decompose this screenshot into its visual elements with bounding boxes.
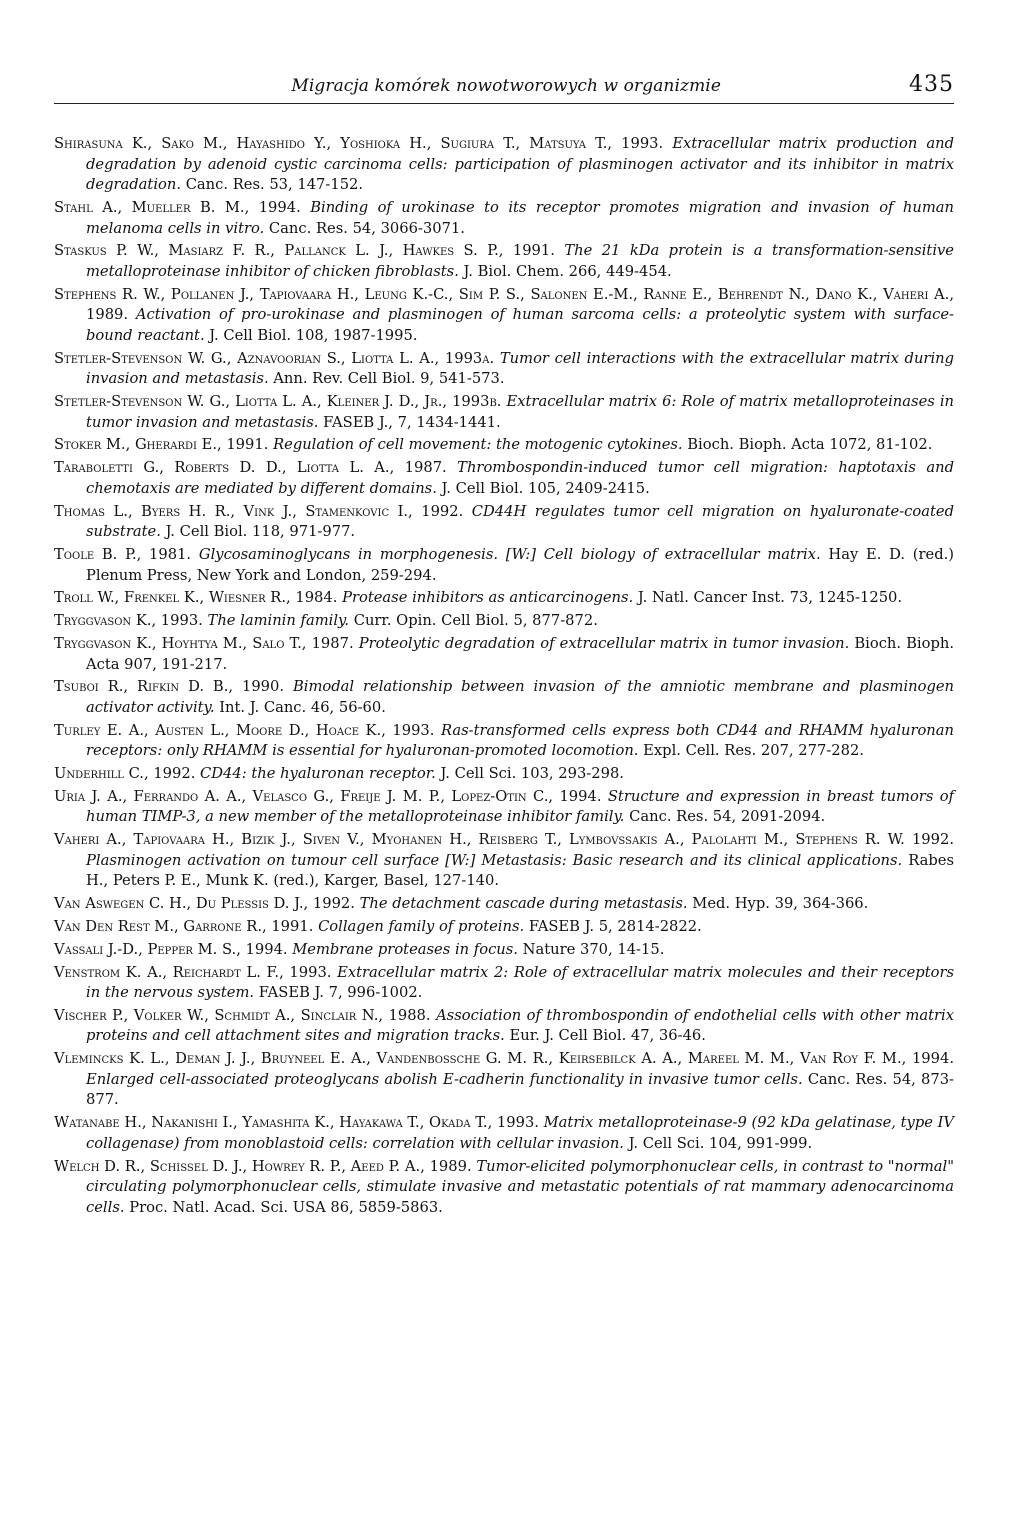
reference-authors: Thomas L., Byers H. R., Vink J., Stamenkovic I., 1992. bbox=[54, 502, 464, 520]
reference-title: Association of thrombospondin of endothelial cells with other matrix proteins and cell attachment sites and migration tracks. bbox=[86, 1006, 955, 1045]
reference-title: Membrane proteases in focus. bbox=[292, 940, 518, 958]
reference-entry bbox=[54, 198, 954, 239]
reference-entry bbox=[54, 545, 954, 586]
running-title: Migracja komórek nowotworowych w organizmie bbox=[291, 76, 721, 96]
reference-authors: Underhill C., 1992. bbox=[54, 765, 196, 783]
reference-authors: Vassali J.-D., Pepper M. S., 1994. bbox=[54, 940, 288, 958]
reference-source: J. Cell Sci. 104, 991-999. bbox=[628, 1134, 813, 1152]
reference-source: Nature 370, 14-15. bbox=[522, 940, 665, 958]
reference-entry bbox=[54, 435, 954, 456]
reference-entry bbox=[54, 349, 954, 390]
reference-source: Eur. J. Cell Biol. 47, 36-46. bbox=[509, 1027, 706, 1045]
reference-entry bbox=[54, 1006, 954, 1047]
reference-source: Hay E. D. (red.) Plenum Press, New York and London, 259-294. bbox=[86, 545, 955, 584]
reference-source: J. Natl. Cancer Inst. 73, 1245-1250. bbox=[637, 589, 903, 607]
reference-title: Tumor cell interactions with the extracellular matrix during invasion and metastasis. bbox=[86, 349, 955, 388]
reference-source: Bioch. Bioph. Acta 1072, 81-102. bbox=[687, 436, 933, 454]
reference-entry bbox=[54, 502, 954, 543]
reference-title: Enlarged cell-associated proteoglycans abolish E-cadherin functionality in invasive tumor cells. bbox=[86, 1070, 803, 1088]
reference-title: Extracellular matrix 6: Role of matrix metalloproteinases in tumor invasion and metastasis. bbox=[86, 393, 954, 431]
running-header bbox=[54, 72, 954, 104]
reference-entry bbox=[54, 634, 954, 675]
reference-title: Structure and expression in breast tumors of human TIMP-3, a new member of the metalloproteinase inhibitor family. bbox=[86, 787, 954, 826]
reference-authors: Stephens R. W., Pollanen J., Tapiovaara H., Leung K.-C., Sim P. S., Salonen E.-M., Ranne E., Behrendt N., Dano K., Vaheri A., 1989. bbox=[54, 285, 954, 324]
reference-source: Int. J. Canc. 46, 56-60. bbox=[219, 698, 386, 716]
reference-title: Proteolytic degradation of extracellular matrix in tumor invasion. bbox=[358, 634, 850, 652]
reference-source: Canc. Res. 54, 873-877. bbox=[86, 1070, 955, 1109]
reference-entry bbox=[54, 721, 954, 762]
reference-source: FASEB J., 7, 1434-1441. bbox=[323, 413, 501, 431]
reference-title: The 21 kDa protein is a transformation-sensitive metalloproteinase inhibitor of chicken fibroblasts. bbox=[86, 242, 955, 280]
reference-authors: Turley E. A., Austen L., Moore D., Hoace K., 1993. bbox=[54, 721, 435, 739]
reference-entry bbox=[54, 1113, 954, 1154]
reference-authors: Stahl A., Mueller B. M., 1994. bbox=[54, 198, 301, 216]
reference-title: Extracellular matrix production and degradation by adenoid cystic carcinoma cells: participation of plasminogen activator and its inhibitor in matrix degradation. bbox=[86, 135, 954, 194]
reference-entry bbox=[54, 830, 954, 892]
reference-title: Protease inhibitors as anticarcinogens. bbox=[342, 589, 634, 607]
reference-entry bbox=[54, 764, 954, 785]
reference-authors: Van Aswegen C. H., Du Plessis D. J., 1992. bbox=[54, 895, 355, 913]
reference-title: Activation of pro-urokinase and plasminogen of human sarcoma cells: a proteolytic system with surface-bound reactant. bbox=[86, 306, 954, 344]
reference-source: J. Cell Biol. 108, 1987-1995. bbox=[209, 326, 418, 344]
reference-entry bbox=[54, 963, 954, 1004]
reference-entry bbox=[54, 1049, 954, 1111]
reference-authors: Uria J. A., Ferrando A. A., Velasco G., Freije J. M. P., Lopez-Otin C., 1994. bbox=[54, 787, 602, 805]
reference-title: Extracellular matrix 2: Role of extracellular matrix molecules and their receptors in the nervous system. bbox=[86, 963, 954, 1002]
reference-entry bbox=[54, 588, 954, 609]
reference-entry bbox=[54, 611, 954, 632]
reference-title: Regulation of cell movement: the motogenic cytokines. bbox=[273, 436, 683, 454]
reference-title: Collagen family of proteins. bbox=[318, 917, 525, 935]
reference-authors: Staskus P. W., Masiarz F. R., Pallanck L. J., Hawkes S. P., 1991. bbox=[54, 242, 555, 260]
reference-authors: Stoker M., Gherardi E., 1991. bbox=[54, 436, 269, 454]
reference-authors: Stetler-Stevenson W. G., Liotta L. A., Kleiner J. D., Jr., 1993b. bbox=[54, 393, 502, 411]
reference-list bbox=[54, 134, 954, 1218]
reference-authors: Toole B. P., 1981. bbox=[54, 545, 192, 563]
reference-title: CD44H regulates tumor cell migration on hyaluronate-coated substrate. bbox=[86, 502, 954, 541]
reference-source: FASEB J. 5, 2814-2822. bbox=[528, 917, 702, 935]
reference-title: Ras-transformed cells express both CD44 and RHAMM hyaluronan receptors: only RHAMM is essential for hyaluronan-promoted locomotion. bbox=[86, 721, 954, 760]
reference-authors: Vlemincks K. L., Deman J. J., Bruyneel E. A., Vandenbossche G. M. R., Keirsebilck A. A., Mareel M. M., Van Roy F. M., 1994. bbox=[54, 1050, 954, 1068]
reference-authors: Taraboletti G., Roberts D. D., Liotta L. A., 1987. bbox=[54, 459, 447, 477]
reference-source: Curr. Opin. Cell Biol. 5, 877-872. bbox=[353, 612, 598, 630]
reference-entry bbox=[54, 917, 954, 938]
reference-entry bbox=[54, 894, 954, 915]
reference-authors: Watanabe H., Nakanishi I., Yamashita K., Hayakawa T., Okada T., 1993. bbox=[54, 1114, 539, 1132]
reference-authors: Shirasuna K., Sako M., Hayashido Y., Yoshioka H., Sugiura T., Matsuya T., 1993. bbox=[54, 135, 664, 152]
reference-source: Ann. Rev. Cell Biol. 9, 541-573. bbox=[273, 370, 505, 388]
reference-source: Canc. Res. 54, 2091-2094. bbox=[629, 808, 826, 826]
reference-entry bbox=[54, 241, 954, 282]
reference-title: CD44: the hyaluronan receptor. bbox=[200, 765, 436, 783]
reference-source: Rabes H., Peters P. E., Munk K. (red.), Karger, Basel, 127-140. bbox=[86, 851, 954, 890]
page-number: 435 bbox=[909, 72, 954, 97]
reference-title: The laminin family. bbox=[207, 612, 350, 630]
reference-entry bbox=[54, 134, 954, 196]
reference-title: Matrix metalloproteinase-9 (92 kDa gelatinase, type IV collagenase) from monoblastoid cells: correlation with cellular invasion. bbox=[86, 1114, 954, 1152]
reference-title: Binding of urokinase to its receptor promotes migration and invasion of human melanoma cells in vitro. bbox=[86, 198, 954, 237]
reference-source: Canc. Res. 53, 147-152. bbox=[185, 176, 364, 194]
reference-title: Thrombospondin-induced tumor cell migration: haptotaxis and chemotaxis are mediated by different domains. bbox=[86, 459, 955, 497]
reference-source: Expl. Cell. Res. 207, 277-282. bbox=[643, 742, 864, 760]
reference-entry bbox=[54, 458, 954, 499]
reference-source: J. Biol. Chem. 266, 449-454. bbox=[463, 262, 672, 280]
reference-title: The detachment cascade during metastasis. bbox=[359, 895, 688, 913]
reference-source: J. Cell Biol. 118, 971-977. bbox=[165, 523, 356, 541]
reference-authors: Van Den Rest M., Garrone R., 1991. bbox=[54, 917, 314, 935]
reference-title: Plasminogen activation on tumour cell surface [W:] Metastasis: Basic research and its clinical applications. bbox=[86, 851, 903, 869]
reference-source: J. Cell Biol. 105, 2409-2415. bbox=[441, 479, 650, 497]
reference-title: Glycosaminoglycans in morphogenesis. [W:] Cell biology of extracellular matrix. bbox=[198, 545, 821, 563]
reference-source: J. Cell Sci. 103, 293-298. bbox=[440, 765, 624, 783]
reference-source: Bioch. Bioph. Acta 907, 191-217. bbox=[86, 634, 955, 673]
reference-authors: Tryggvason K., Hoyhtya M., Salo T., 1987. bbox=[54, 634, 354, 652]
reference-entry bbox=[54, 787, 954, 828]
reference-authors: Stetler-Stevenson W. G., Aznavoorian S., Liotta L. A., 1993a. bbox=[54, 349, 495, 367]
reference-source: FASEB J. 7, 996-1002. bbox=[258, 984, 423, 1002]
reference-entry bbox=[54, 1157, 954, 1219]
reference-authors: Troll W., Frenkel K., Wiesner R., 1984. bbox=[54, 589, 338, 607]
reference-title: Bimodal relationship between invasion of the amniotic membrane and plasminogen activator activity. bbox=[86, 678, 955, 716]
reference-source: Med. Hyp. 39, 364-366. bbox=[692, 895, 869, 913]
reference-authors: Welch D. R., Schissel D. J., Howrey R. P., Aeed P. A., 1989. bbox=[54, 1157, 472, 1175]
reference-entry bbox=[54, 677, 954, 718]
reference-entry bbox=[54, 285, 954, 347]
reference-authors: Venstrom K. A., Reichardt L. F., 1993. bbox=[54, 963, 332, 981]
reference-title: Tumor-elicited polymorphonuclear cells, in contrast to "normal" circulating polymorphonuclear cells, stimulate invasive and metastatic potentials of rat mammary adenocarcinoma cells. bbox=[86, 1157, 954, 1216]
reference-entry bbox=[54, 392, 954, 433]
reference-authors: Vischer P., Volker W., Schmidt A., Sinclair N., 1988. bbox=[54, 1006, 431, 1024]
reference-authors: Tsuboi R., Rifkin D. B., 1990. bbox=[54, 678, 285, 696]
reference-source: Canc. Res. 54, 3066-3071. bbox=[268, 219, 465, 237]
reference-authors: Vaheri A., Tapiovaara H., Bizik J., Siven V., Myohanen H., Reisberg T., Lymbovssakis A., Palolahti M., Stephens R. W. 1992. bbox=[54, 831, 954, 849]
reference-authors: Tryggvason K., 1993. bbox=[54, 612, 203, 630]
reference-source: Proc. Natl. Acad. Sci. USA 86, 5859-5863. bbox=[129, 1198, 443, 1216]
reference-entry bbox=[54, 940, 954, 961]
